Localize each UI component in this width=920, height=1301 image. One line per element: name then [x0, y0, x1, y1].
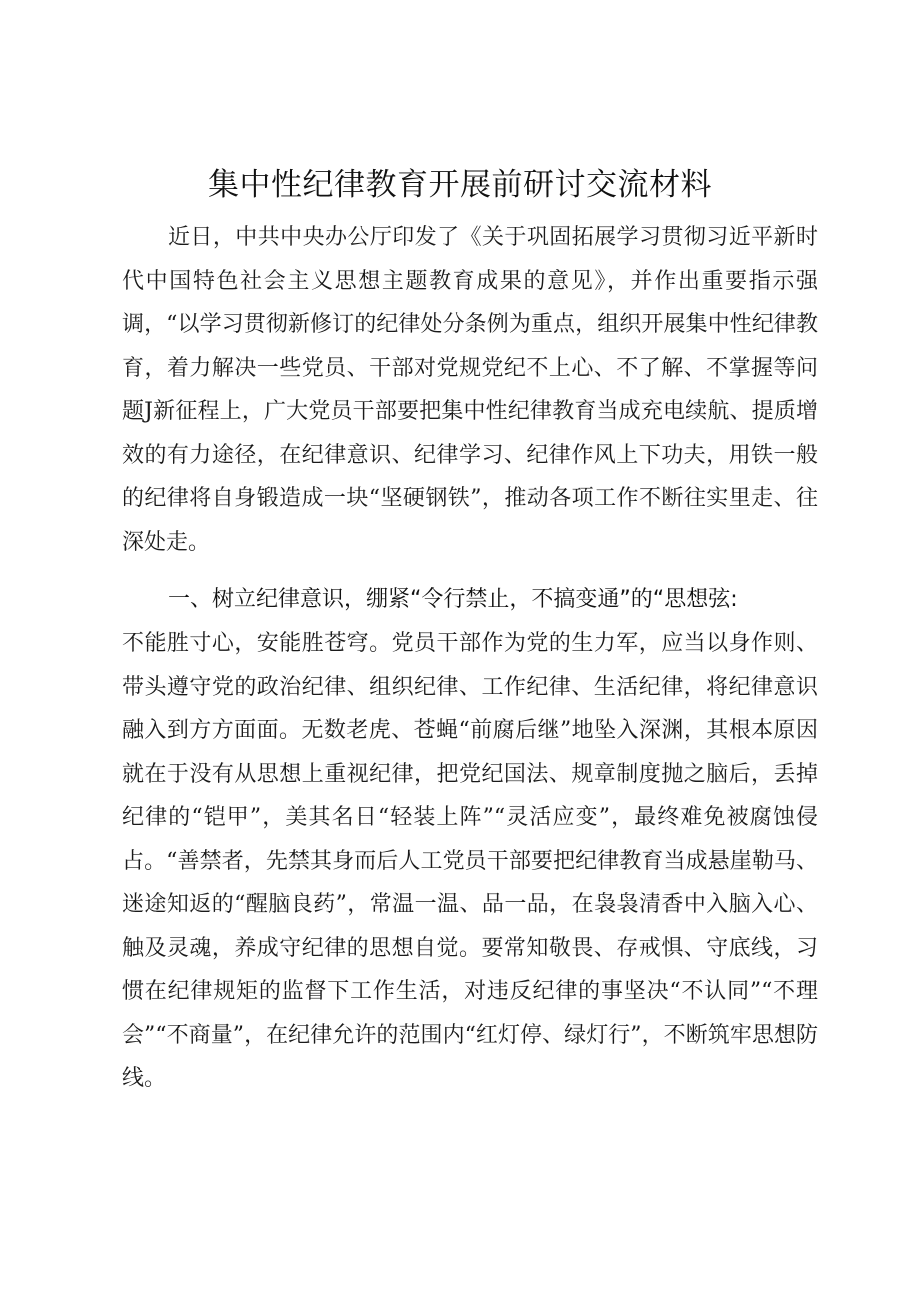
section-heading-1: 一、树立纪律意识，绷紧“令行禁止，不搞变通”的“思想弦:: [168, 587, 738, 612]
intro-paragraph: 近日，中共中央办公厅印发了《关于巩固拓展学习贯彻习近平新时代中国特色社会主义思想主题教育成果的意见》，并作出重要指示强调，“以学习贯彻新修订的纪律处分条例为重点，组织开展集中性纪律教育，着力解决一些党员、干部对党规党纪不上心、不了解、不掌握等问题J新征程上，广大党员干部要把集中性纪律教育当成充电续航、提质增效的有力途径，在纪律意识、纪律学习、纪律作风上下功夫，用铁一般的纪律将自身锻造成一块“坚硬钢铁”，推动各项工作不断往实里走、往深处走。: [122, 225, 818, 555]
section-1-paragraph: 不能胜寸心，安能胜苍穹。党员干部作为党的生力军，应当以身作则、带头遵守党的政治纪律、组织纪律、工作纪律、生活纪律，将纪律意识融入到方方面面。无数老虎、苍蝇“前腐后继”地坠入深渊，其根本原因就在于没有从思想上重视纪律，把党纪国法、规章制度抛之脑后，丢掉纪律的“铠甲”，美其名日“轻装上阵”“灵活应变”，最终难免被腐蚀侵占。“善禁者，先禁其身而后人工党员干部要把纪律教育当成悬崖勒马、迷途知返的“醒脑良药”，常温一温、品一品，在袅袅清香中入脑入心、触及灵魂，养成守纪律的思想自觉。要常知敬畏、存戒惧、守底线，习惯在纪律规矩的监督下工作生活，对违反纪律的事坚决“不认同”“不理会”“不商量”，在纪律允许的范围内“红灯停、绿灯行”，不断筑牢思想防线。: [122, 631, 818, 1091]
document-title: 集中性纪律教育开展前研讨交流材料: [208, 167, 712, 203]
